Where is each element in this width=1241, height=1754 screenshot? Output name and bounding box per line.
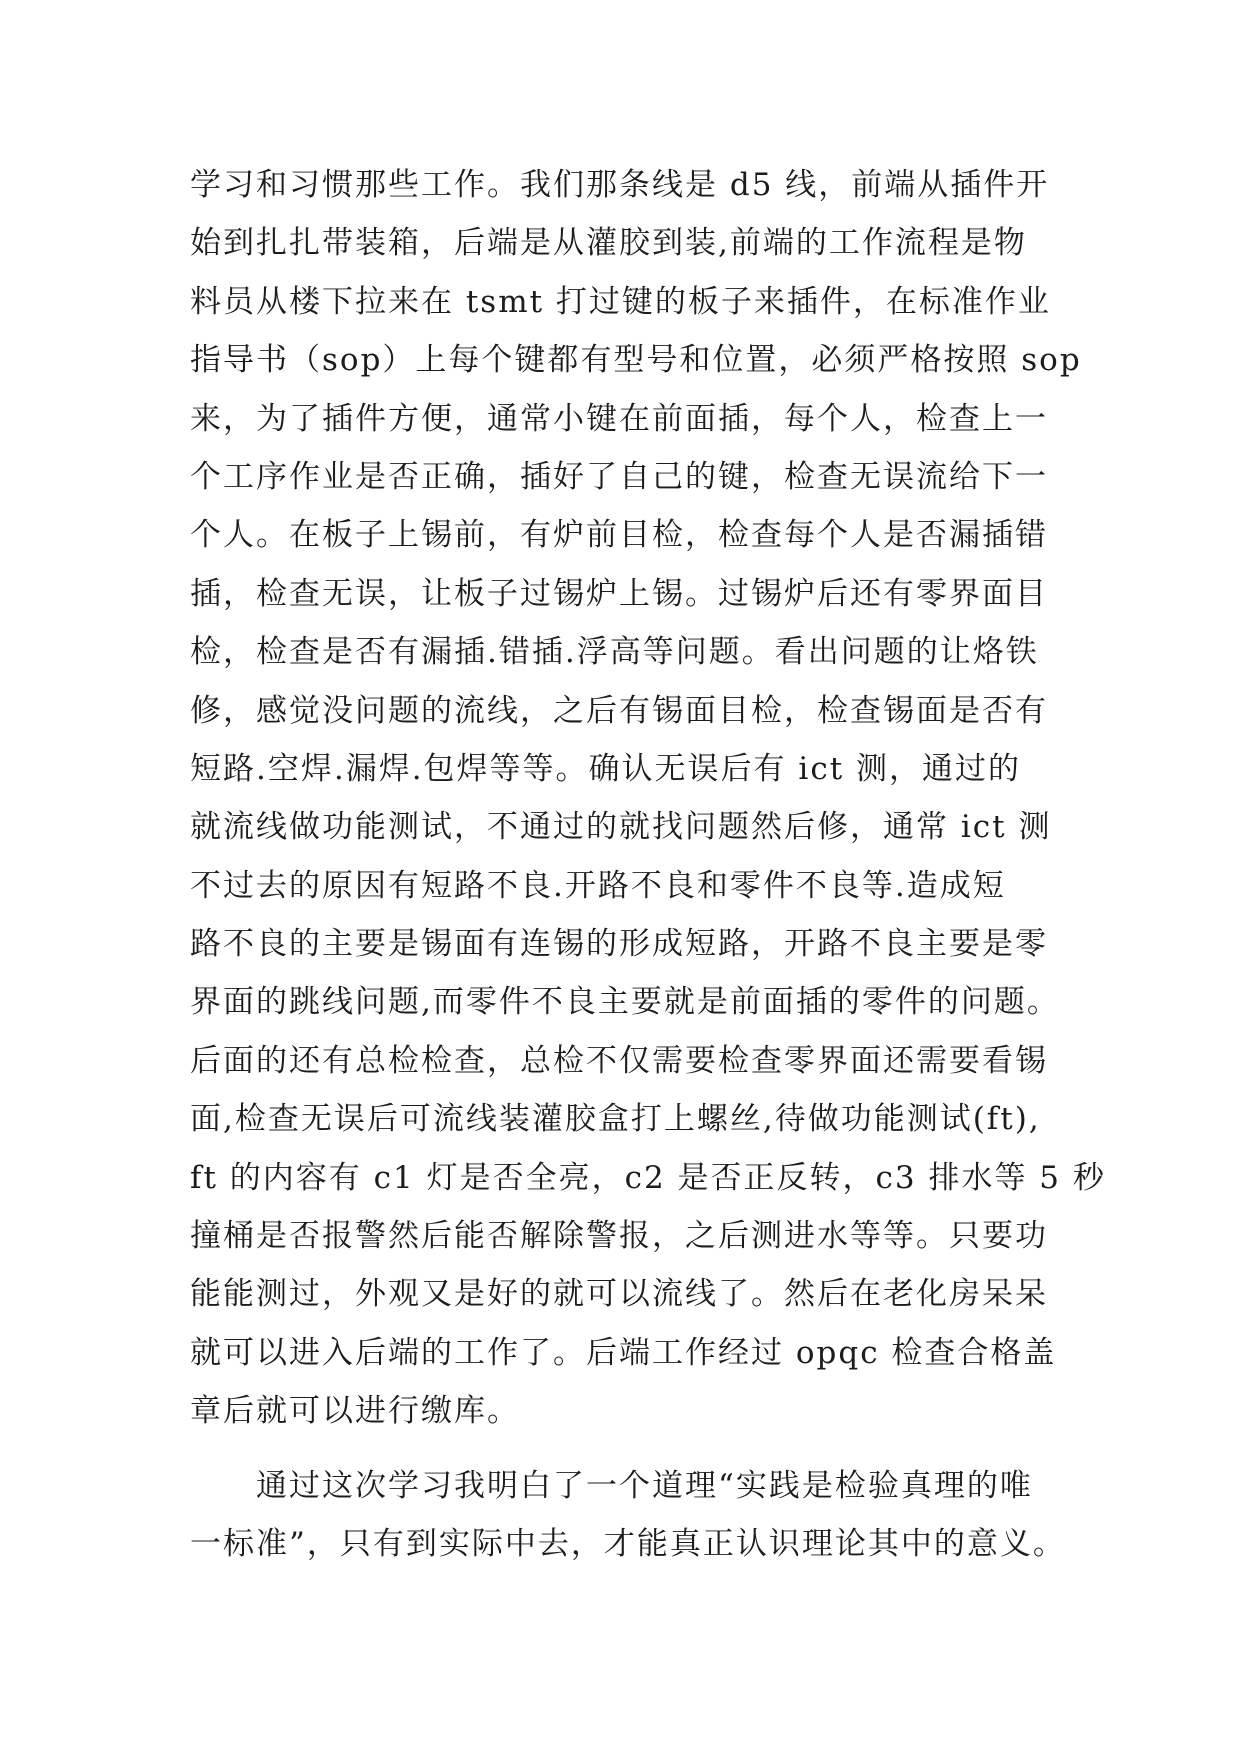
text-line: 始到扎扎带装箱，后端是从灌胶到装,前端的工作流程是物 (190, 225, 1027, 262)
text-line: 一标准”，只有到实际中去，才能真正认识理论其中的意义。 (190, 1525, 1066, 1562)
paragraph-2 (190, 1457, 1070, 1574)
text-line: 撞桶是否报警然后能否解除警报，之后测进水等等。只要功 (190, 1218, 1048, 1255)
text-line: 能能测过，外观又是好的就可以流线了。然后在老化房呆呆 (190, 1276, 1048, 1313)
text-line: 通过这次学习我明白了一个道理“实践是检验真理的唯 (190, 1467, 1033, 1504)
text-line: 界面的跳线问题,而零件不良主要就是前面插的零件的问题。 (190, 984, 1060, 1021)
text-line: 章后就可以进行缴库。 (190, 1393, 520, 1430)
text-line: 就流线做功能测试，不通过的就找问题然后修，通常 ict 测 (190, 809, 1052, 846)
text-line: 学习和习惯那些工作。我们那条线是 d5 线，前端从插件开 (190, 167, 1050, 203)
text-line: 个工序作业是否正确，插好了自己的键，检查无误流给下一 (190, 458, 1048, 495)
text-line: 后面的还有总检检查，总检不仅需要检查零界面还需要看锡 (190, 1042, 1048, 1079)
text-line: 修，感觉没问题的流线，之后有锡面目检，检查锡面是否有 (190, 692, 1048, 729)
paragraph-1 (190, 156, 1106, 1441)
document-body (190, 156, 1106, 1573)
text-line: 就可以进入后端的工作了。后端工作经过 opqc 检查合格盖 (190, 1334, 1057, 1371)
text-line: 面,检查无误后可流线装灌胶盒打上螺丝,待做功能测试(ft), (190, 1101, 1041, 1138)
text-line: 指导书（sop）上每个键都有型号和位置，必须严格按照 sop (190, 342, 1082, 379)
text-line: 路不良的主要是锡面有连锡的形成短路，开路不良主要是零 (190, 926, 1048, 963)
text-line: 来，为了插件方便，通常小键在前面插，每个人，检查上一 (190, 400, 1048, 437)
text-line: 个人。在板子上锡前，有炉前目检，检查每个人是否漏插错 (190, 517, 1048, 554)
paragraph-gap (190, 1441, 1070, 1457)
text-line: 检，检查是否有漏插.错插.浮高等问题。看出问题的让烙铁 (190, 634, 1039, 671)
text-line: 短路.空焊.漏焊.包焊等等。确认无误后有 ict 测，通过的 (190, 750, 1022, 787)
text-line: 料员从楼下拉来在 tsmt 打过键的板子来插件，在标准作业 (190, 283, 1051, 320)
text-line: 插，检查无误，让板子过锡炉上锡。过锡炉后还有零界面目 (190, 575, 1048, 612)
text-line: 不过去的原因有短路不良.开路不良和零件不良等.造成短 (190, 867, 1006, 904)
text-line: ft 的内容有 c1 灯是否全亮，c2 是否正反转，c3 排水等 5 秒 (190, 1159, 1106, 1196)
